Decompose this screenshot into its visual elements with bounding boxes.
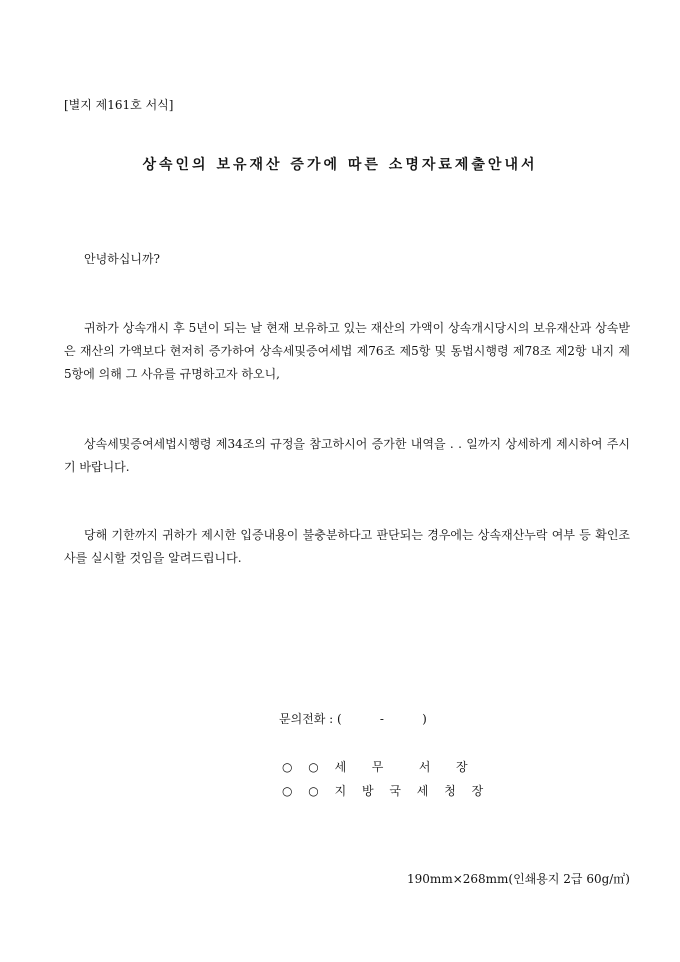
regional-tax-office-head: ○ ○ 지 방 국 세 청 장	[282, 784, 490, 798]
contact-phone: 문의전화 : ( - )	[279, 712, 427, 726]
paragraph-request: 상속세및증여세법시행령 제34조의 규정을 참고하시어 증가한 내역을 . . 일까지 상세하게 제시하여 주시기 바랍니다.	[64, 437, 630, 474]
tax-office-head: ○ ○ 세 무 서 장	[282, 760, 474, 774]
paragraph-reason: 귀하가 상속개시 후 5년이 되는 날 현재 보유하고 있는 재산의 가액이 상속개시당시의 보유재산과 상속받은 재산의 가액보다 현저히 증가하여 상속세및증여세법 제76조 제5항 및 동법시행령 제78조 제2항 내지 제5항에 의해 그 사유를 규명하고자 하오니,	[64, 321, 630, 381]
paper-spec: 190mm×268mm(인쇄용지 2급 60g/㎡)	[407, 872, 630, 886]
document-title: 상속인의 보유재산 증가에 따른 소명자료제출안내서	[142, 157, 538, 173]
form-number: [별지 제161호 서식]	[64, 98, 174, 112]
paragraph-notice: 당해 기한까지 귀하가 제시한 입증내용이 불충분하다고 판단되는 경우에는 상속재산누락 여부 등 확인조사를 실시할 것임을 알려드립니다.	[64, 528, 630, 565]
greeting: 안녕하십니까?	[84, 252, 160, 266]
